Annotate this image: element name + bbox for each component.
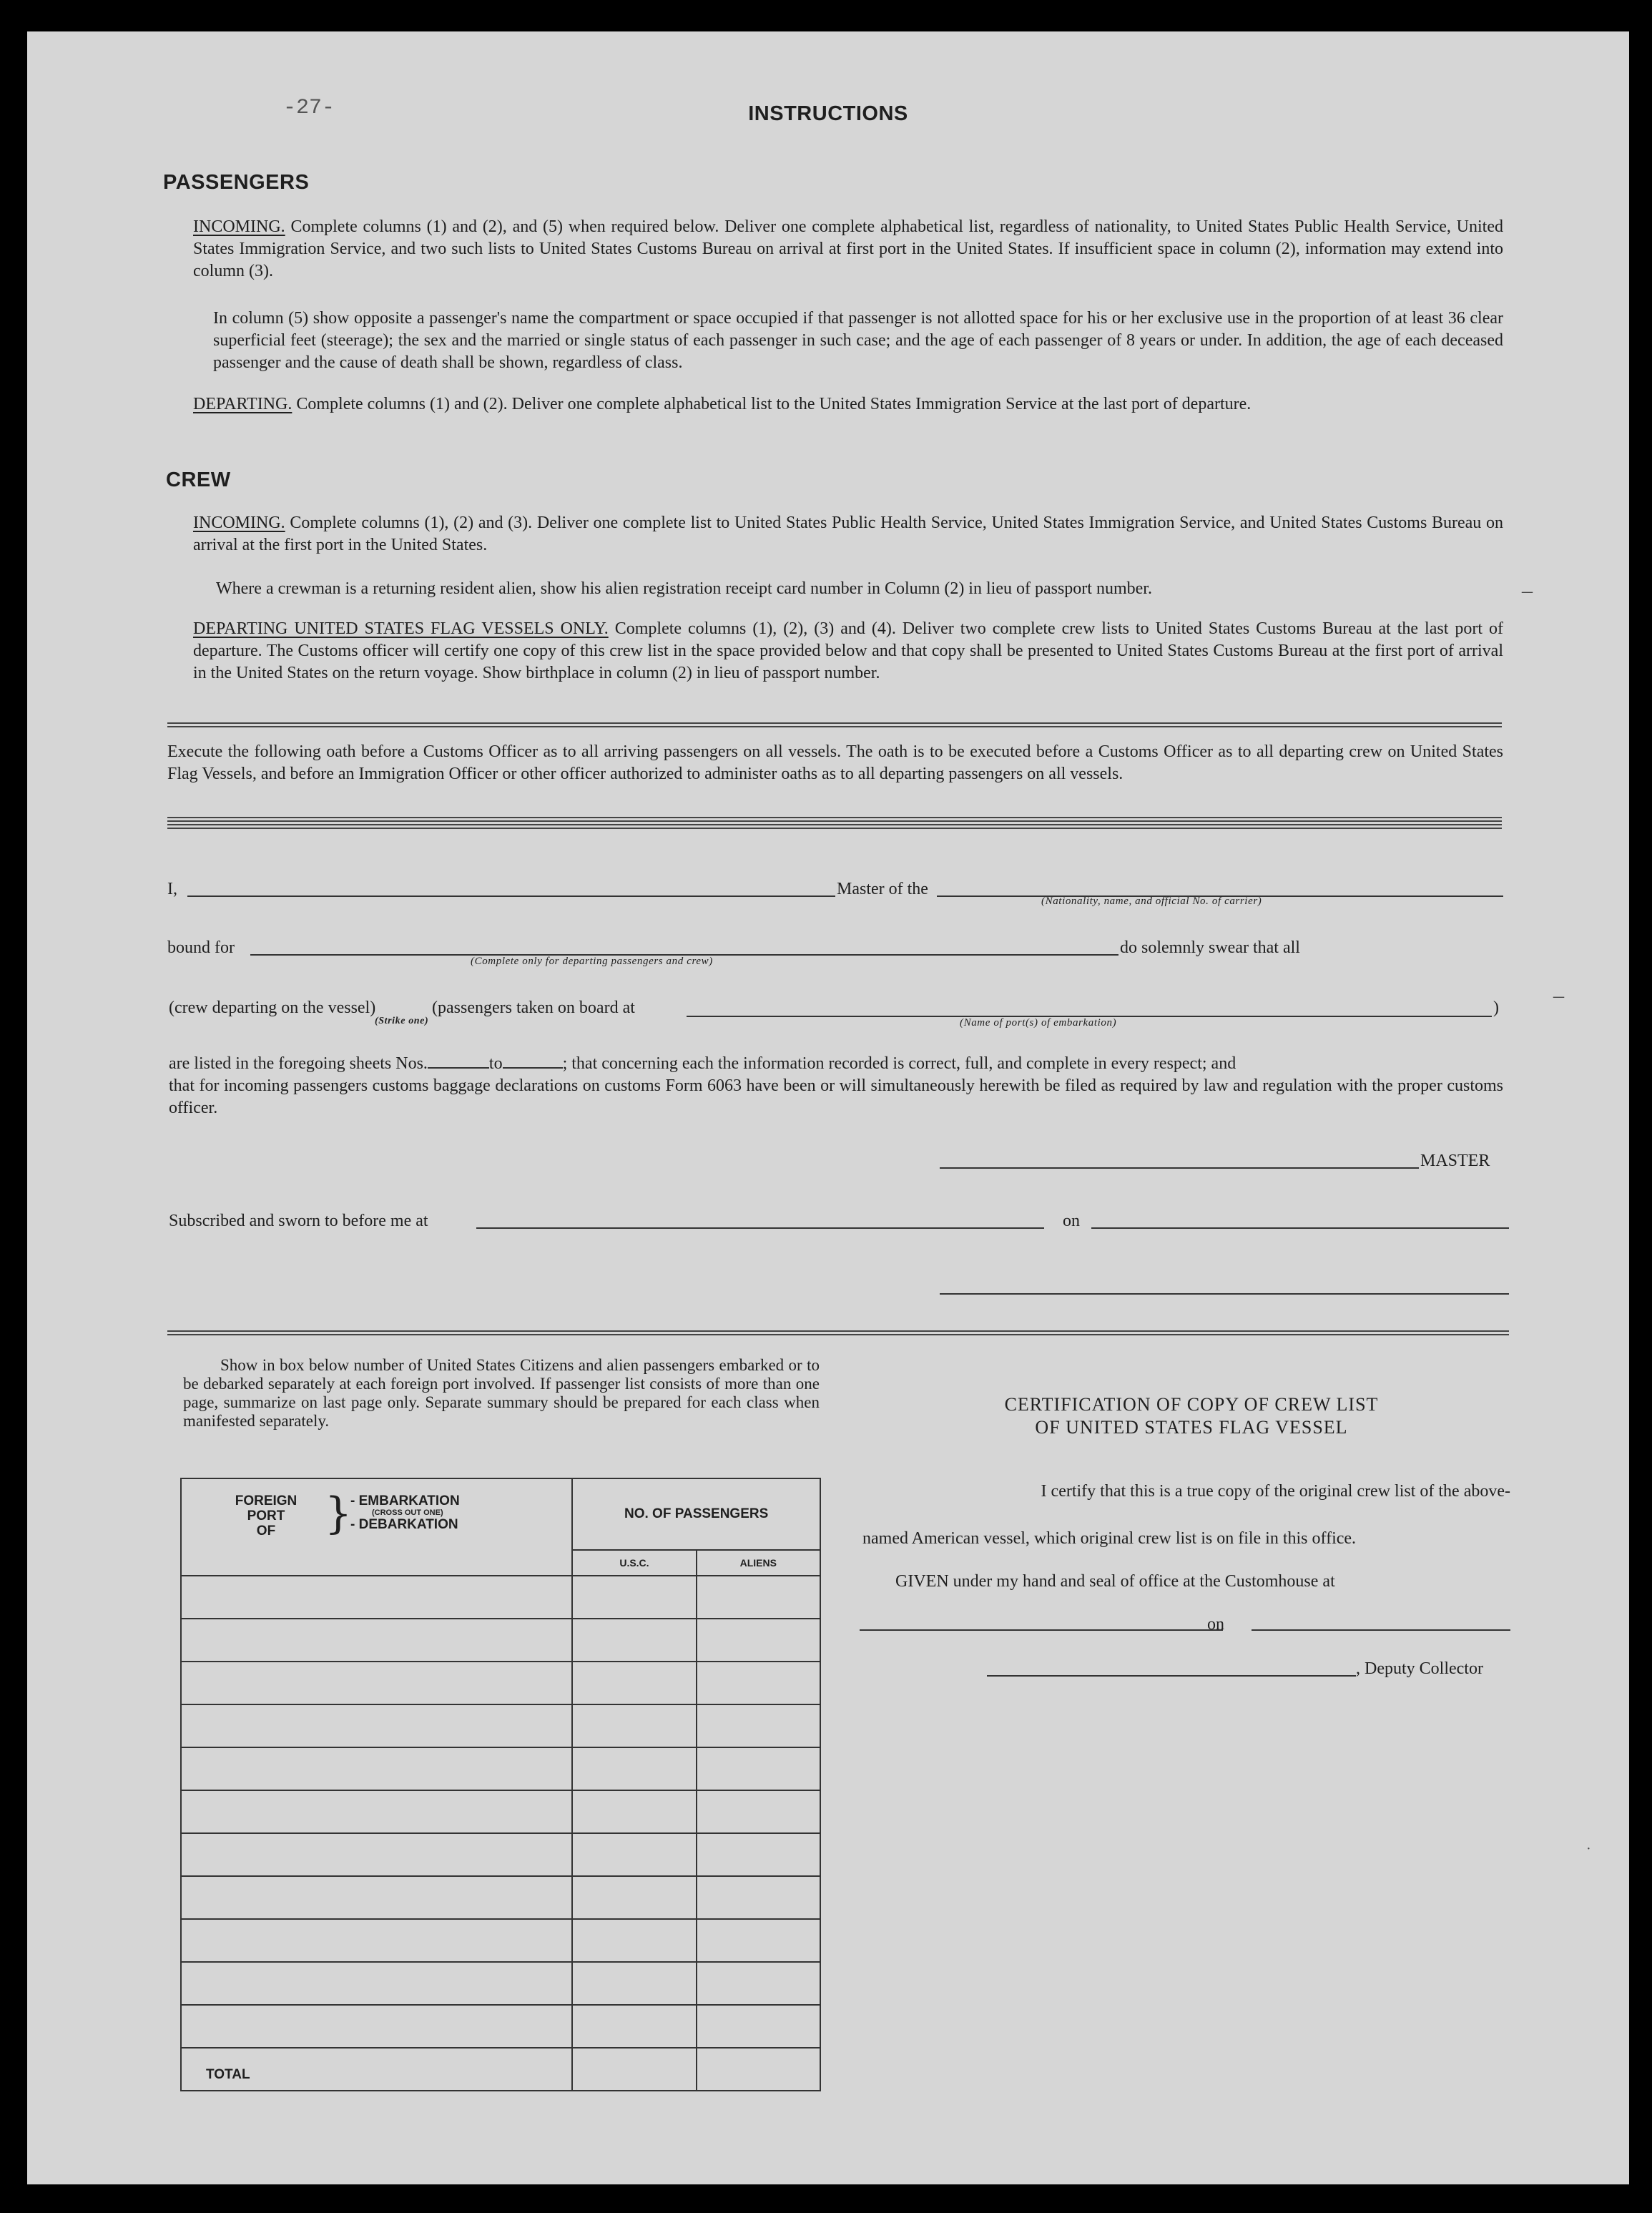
aliens-header: ALIENS — [697, 1550, 820, 1576]
usc-cell[interactable] — [572, 1962, 696, 2005]
usc-total-cell[interactable] — [572, 2048, 696, 2091]
col-of: OF — [256, 1523, 276, 1539]
page-title: INSTRUCTIONS — [748, 102, 908, 125]
port-cell[interactable] — [181, 1833, 572, 1876]
oath-close-paren: ) — [1493, 998, 1499, 1017]
master-signature-field[interactable] — [940, 1167, 1419, 1169]
sheet-to-field[interactable] — [503, 1054, 563, 1069]
col-embarkation: - EMBARKATION — [350, 1493, 460, 1508]
table-row — [181, 1833, 820, 1876]
certification-title-line2: OF UNITED STATES FLAG VESSEL — [1035, 1417, 1348, 1438]
passengers-heading: PASSENGERS — [163, 171, 310, 194]
certification-date-field[interactable] — [1252, 1629, 1510, 1631]
carrier-caption: (Nationality, name, and official No. of carrier) — [1041, 895, 1262, 907]
aliens-cell[interactable] — [697, 1662, 820, 1704]
total-row — [181, 2048, 820, 2091]
crew-departing-label: DEPARTING UNITED STATES FLAG VESSELS ONLY. — [193, 619, 609, 638]
certify-line2: named American vessel, which original crew list is on file in this office. — [862, 1529, 1357, 1548]
col-foreign: FOREIGN — [235, 1493, 298, 1508]
port-cell[interactable] — [181, 2005, 572, 2048]
deputy-collector-label: , Deputy Collector — [1356, 1659, 1483, 1678]
usc-cell[interactable] — [572, 1747, 696, 1790]
sworn-location-field[interactable] — [476, 1227, 1044, 1229]
oath-listed-to: to — [488, 1054, 503, 1073]
col-debarkation: - DEBARKATION — [350, 1517, 458, 1532]
oath-subscribed: Subscribed and sworn to before me at — [169, 1212, 428, 1230]
port-cell[interactable] — [181, 1790, 572, 1833]
separator-rule — [167, 824, 1502, 829]
deputy-collector-signature-field[interactable] — [987, 1675, 1356, 1677]
crew-heading: CREW — [166, 468, 231, 491]
oath-listed-pre: are listed in the foregoing sheets Nos. — [169, 1054, 428, 1073]
port-caption: (Name of port(s) of embarkation) — [960, 1017, 1117, 1029]
usc-cell[interactable] — [572, 2005, 696, 2048]
aliens-cell[interactable] — [697, 1790, 820, 1833]
strike-one-caption: (Strike one) — [375, 1016, 429, 1026]
total-label: TOTAL — [181, 2048, 572, 2091]
usc-cell[interactable] — [572, 1790, 696, 1833]
aliens-cell[interactable] — [697, 1704, 820, 1747]
passengers-departing-paragraph — [193, 393, 1503, 416]
margin-mark: ¯ — [1553, 994, 1564, 1018]
oath-bound-for: bound for — [167, 938, 235, 957]
port-cell[interactable] — [181, 1662, 572, 1704]
oath-i-label: I, — [167, 880, 177, 898]
crew-incoming-paragraph — [193, 512, 1503, 556]
aliens-cell[interactable] — [697, 1619, 820, 1662]
usc-cell[interactable] — [572, 1876, 696, 1919]
port-cell[interactable] — [181, 1747, 572, 1790]
table-row — [181, 1790, 820, 1833]
port-cell[interactable] — [181, 1619, 572, 1662]
summary-rows — [181, 1576, 820, 2091]
oath-listed-line — [169, 1053, 1503, 1075]
sworn-date-field[interactable] — [1091, 1227, 1509, 1229]
table-row — [181, 1704, 820, 1747]
aliens-cell[interactable] — [697, 1833, 820, 1876]
aliens-cell[interactable] — [697, 2005, 820, 2048]
certification-title — [884, 1393, 1499, 1439]
aliens-cell[interactable] — [697, 1576, 820, 1619]
master-name-field[interactable] — [187, 895, 835, 897]
oath-crew-departing: (crew departing on the vessel) — [169, 998, 376, 1017]
crew-incoming-text: Complete columns (1), (2) and (3). Deliver one complete list to United States Public Health Service, United States Immigration Service, and United States Customs Bureau on arrival at the first port in the United States. — [193, 514, 1504, 554]
crew-departing-paragraph — [193, 618, 1503, 684]
document-page — [27, 31, 1629, 2184]
separator-rule — [167, 1330, 1509, 1335]
port-header-cell — [181, 1478, 572, 1576]
table-row — [181, 1962, 820, 2005]
no-passengers-header: NO. OF PASSENGERS — [572, 1478, 820, 1550]
sheet-from-field[interactable] — [428, 1054, 489, 1069]
passengers-departing-text: Complete columns (1) and (2). Deliver one complete alphabetical list to the United States Immigration Service at the last port of departure. — [296, 395, 1252, 413]
oath-on-label: on — [1063, 1212, 1080, 1230]
oath-passengers-taken: (passengers taken on board at — [432, 998, 635, 1017]
table-row — [181, 1619, 820, 1662]
certification-title-line1: CERTIFICATION OF COPY OF CREW LIST — [1004, 1394, 1379, 1415]
col-port: PORT — [247, 1508, 285, 1523]
aliens-cell[interactable] — [697, 1747, 820, 1790]
passengers-incoming-paragraph — [193, 216, 1503, 283]
passengers-incoming-text: Complete columns (1) and (2), and (5) when required below. Deliver one complete alphabetical list, regardless of nationality, to United States Public Health Service, United States Immigration Service, and two such lists to United States Customs Bureau on arrival at first port in the United States. If insufficient space in column (2), information may extend into column (3). — [193, 217, 1504, 280]
oath-solemnly-swear: do solemnly swear that all — [1120, 938, 1300, 957]
oath-master-of-the: Master of the — [837, 880, 928, 898]
passenger-summary-table — [180, 1478, 821, 2091]
usc-cell[interactable] — [572, 1662, 696, 1704]
summary-instructions: Show in box below number of United States Citizens and alien passengers embarked or to be debarked separately at each foreign port involved. If passenger list consists of more than one page, summarize on last page only. Separate summary should be prepared for each class when manifested separately. — [183, 1356, 820, 1430]
certify-line1: I certify that this is a true copy of the original crew list of the above- — [1041, 1482, 1510, 1501]
port-cell[interactable] — [181, 1876, 572, 1919]
aliens-cell[interactable] — [697, 1919, 820, 1962]
port-cell[interactable] — [181, 1919, 572, 1962]
table-row — [181, 2005, 820, 2048]
customhouse-field[interactable] — [860, 1629, 1223, 1631]
oath-intro: Execute the following oath before a Customs Officer as to all arriving passengers on all vessels. The oath is to be executed before a Customs Officer as to all departing crew on United States Flag Vessels, and before an Immigration Officer or other officer authorized to administer oaths as to all departing passengers on all vessels. — [167, 742, 1503, 783]
port-cell[interactable] — [181, 1704, 572, 1747]
port-cell[interactable] — [181, 1962, 572, 2005]
aliens-cell[interactable] — [697, 1962, 820, 2005]
usc-cell[interactable] — [572, 1833, 696, 1876]
page-number: -27- — [283, 96, 335, 120]
passengers-column5-paragraph: In column (5) show opposite a passenger's name the compartment or space occupied if that passenger is not allotted space for his or her exclusive use in the proportion of at least 36 clear superficial feet (steerage); the sex and the married or single status of each passenger in such case; and the age of each passenger of 8 years or under. In addition, the age of each deceased passenger and the cause of death shall be shown, regardless of class. — [213, 309, 1503, 372]
separator-rule — [167, 817, 1502, 822]
margin-mark: ¯ — [1522, 589, 1533, 613]
certification-given: GIVEN under my hand and seal of office at the Customhouse at — [895, 1572, 1335, 1591]
table-row — [181, 1919, 820, 1962]
usc-cell[interactable] — [572, 1576, 696, 1619]
passengers-departing-label: DEPARTING. — [193, 395, 292, 413]
table-row — [181, 1576, 820, 1619]
port-cell[interactable] — [181, 1576, 572, 1619]
oath-listed-post: ; that concerning each the information recorded is correct, full, and complete in every respect; and — [562, 1054, 1236, 1073]
passengers-incoming-label: INCOMING. — [193, 217, 285, 236]
margin-mark: · — [1586, 1841, 1591, 1857]
aliens-total-cell[interactable] — [697, 2048, 820, 2091]
usc-cell[interactable] — [572, 1619, 696, 1662]
oath-listed-rest: that for incoming passengers customs baggage declarations on customs Form 6063 have been or will simultaneously herewith be filed as required by law and regulation with the proper customs officer. — [169, 1076, 1503, 1117]
usc-cell[interactable] — [572, 1919, 696, 1962]
certification-on-label: on — [1207, 1615, 1224, 1634]
officer-signature-field[interactable] — [940, 1293, 1509, 1295]
table-row — [181, 1876, 820, 1919]
table-row — [181, 1747, 820, 1790]
crew-departing-text: Complete columns (1), (2), (3) and (4). Deliver two complete crew lists to United States Customs Bureau at the last port of departure. The Customs officer will certify one copy of this crew list in the space provided below and that copy shall be presented to United States Customs Bureau at the first port of arrival in the United States on the return voyage. Show birthplace in column (2) in lieu of passport number. — [193, 619, 1503, 682]
usc-cell[interactable] — [572, 1704, 696, 1747]
separator-rule — [167, 722, 1502, 727]
aliens-cell[interactable] — [697, 1876, 820, 1919]
crew-incoming-label: INCOMING. — [193, 514, 285, 532]
bound-for-caption: (Complete only for departing passengers and crew) — [471, 956, 713, 967]
crew-resident-alien-paragraph: Where a crewman is a returning resident alien, show his alien registration receipt card number in Column (2) in lieu of passport number. — [216, 579, 1152, 598]
col-cross-out: (CROSS OUT ONE) — [372, 1508, 443, 1517]
usc-header: U.S.C. — [572, 1550, 696, 1576]
brace-icon: } — [325, 1488, 353, 1539]
master-label: MASTER — [1420, 1152, 1490, 1170]
table-row — [181, 1662, 820, 1704]
